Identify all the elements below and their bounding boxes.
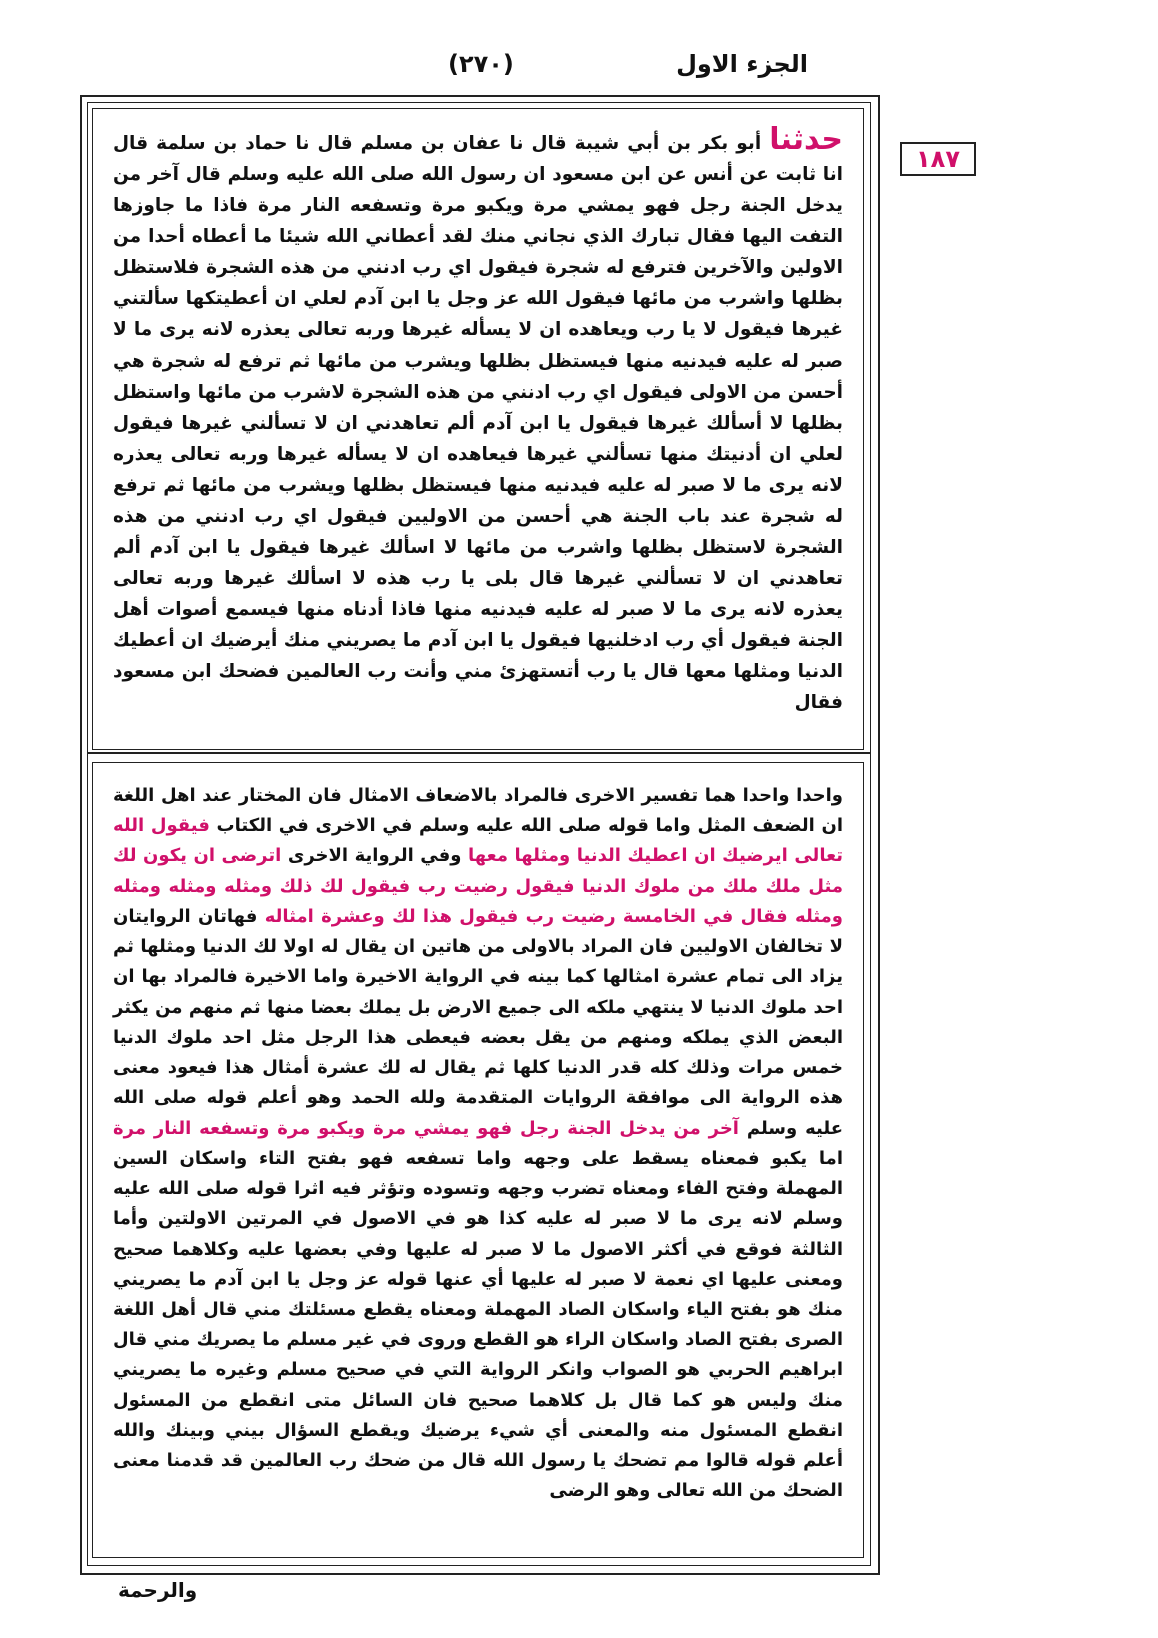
highlighted-quote: اترضى ان يكون لك مثل ملك ملك من ملوك الدنيا فيقول رضيت رب فيقول لك ذلك ومثله ومثله ومثله ومثله فقال في الخامسة رضيت رب فيقول هذا لك وعشرة امثاله: [113, 845, 843, 927]
hadith-body: أبو بكر بن أبي شيبة قال نا عفان بن مسلم قال نا حماد بن سلمة قال انا ثابت عن أنس عن ابن مسعود ان رسول الله صلى الله عليه وسلم قال آخر من يدخل الجنة رجل فهو يمشي مرة ويكبو مرة وتسفعه النار مرة فاذا ما جاوزها التفت اليها فقال تبارك الذي نجاني منك لقد أعطاني الله شيئا ما أعطاه أحدا من الاولين والآخرين فترفع له شجرة فيقول اي رب ادنني من هذه الشجرة فلاستظل بظلها واشرب من مائها فيقول الله عز وجل يا ابن آدم لعلي ان أعطيتكها سألتني غيرها فيقول لا يا رب ويعاهده ان لا يسأله غيرها وربه تعالى يعذره لانه يرى ما لا صبر له عليه فيدنيه منها فيستظل بظلها ويشرب من مائها ثم ترفع له شجرة هي أحسن من الاولى فيقول اي رب ادنني من هذه الشجرة لاشرب من مائها واستظل بظلها لا أسألك غيرها فيقول يا ابن آدم ألم تعاهدني ان لا تسألني غيرها فيقول لعلي ان أدنيتك منها تسألني غيرها فيعاهده ان لا يسأله غيرها وربه تعالى يعذره لانه يرى ما لا صبر له عليه فيدنيه منها فيستظل بظلها ويشرب من مائها ثم ترفع له شجرة عند باب الجنة هي أحسن من الاوليين فيقول اي رب ادنني من هذه الشجرة لاستظل بظلها واشرب من مائها لا اسألك غيرها فيقول يا ابن آدم ألم تعاهدني ان لا تسألني غيرها قال بلى يا رب هذه لا اسألك غيرها وربه تعالى يعذره لانه يرى ما لا صبر له عليه فيدنيه منها فاذا أدناه منها فيسمع أصوات أهل الجنة فيقول أي رب ادخلنيها فيقول يا ابن آدم ما يصريني منك أيرضيك ان أعطيك الدنيا ومثلها معها قال يا رب أتستهزئ مني وأنت رب العالمين فضحك ابن مسعود فقال: [113, 133, 843, 714]
hadith-text: [113, 124, 843, 718]
highlighted-quote: فيقول الله تعالى ايرضيك ان اعطيك الدنيا ومثلها معها: [113, 815, 843, 867]
highlighted-quote: آخر من يدخل الجنة رجل فهو يمشي مرة ويكبو مرة وتسفعه النار مرة: [113, 1117, 739, 1139]
narration-word: حدثنا: [769, 122, 843, 157]
commentary-segment: وفي الرواية الاخرى: [281, 845, 469, 867]
section-divider: [87, 752, 871, 754]
hadith-box: [92, 108, 864, 750]
commentary-segment: واحدا واحدا هما تفسير الاخرى فالمراد بالاضعاف الامثال فان المختار عند اهل اللغة ان الضعف المثل واما قوله صلى الله عليه وسلم في الاخرى في الكتاب: [113, 785, 843, 837]
commentary-text: [113, 781, 843, 1507]
commentary-segment: فهاتان الروايتان لا تخالفان الاوليين فان المراد بالاولى من هاتين ان يقال له اولا لك الدنيا ومثلها ثم يزاد الى تمام عشرة امثالها كما بينه في الرواية الاخيرة واما الاخيرة فالمراد بها ان احد ملوك الدنيا لا ينتهي ملكه الى جميع الارض بل يملك بعضا منها ثم منهم من يكثر البعض الذي يملكه ومنهم من يقل بعضه فيعطى هذا الرجل مثل احد ملوك الدنيا خمس مرات وذلك كله قدر الدنيا كلها ثم يقال له لك عشرة أمثال هذا فيعود معنى هذه الرواية الى موافقة الروايات المتقدمة ولله الحمد وهو أعلم قوله صلى الله عليه وسلم: [113, 905, 843, 1139]
volume-label: الجزء الاول: [676, 50, 808, 78]
hadith-number-badge: ١٨٧: [900, 142, 976, 176]
page-number: (٢٧٠): [448, 50, 514, 78]
commentary-segment: اما يكبو فمعناه يسقط على وجهه واما تسفعه فهو بفتح التاء واسكان السين المهملة وفتح الفاء ومعناه تضرب وجهه وتسوده وتؤثر فيه اثرا قوله صلى الله عليه وسلم لانه يرى ما لا صبر له عليه كذا هو في الاصول في المرتين الاولتين وأما الثالثة فوقع في أكثر الاصول ما لا صبر له عليها وفي بعضها عليه وكلاهما صحيح ومعنى عليها اي نعمة لا صبر له عليها أي عنها قوله عز وجل يا ابن آدم ما يصريني منك هو بفتح الياء واسكان الصاد المهملة ومعناه يقطع مسئلتك مني قال أهل اللغة الصرى بفتح الصاد واسكان الراء هو القطع وروى في غير مسلم ما يصريك مني قال ابراهيم الحربي هو الصواب وانكر الرواية التي في صحيح مسلم وغيره ما يصريني منك وليس هو كما قال بل كلاهما صحيح فان السائل متى انقطع من المسئول انقطع المسئول منه والمعنى أي شيء يرضيك ويقطع السؤال بيني وبينك والله أعلم قوله قالوا مم تضحك يا رسول الله قال من ضحك رب العالمين قد قدمنا معنى الضحك من الله تعالى وهو الرضى: [113, 1147, 843, 1502]
catchword: والرحمة: [118, 1578, 198, 1602]
commentary-box: [92, 762, 864, 1558]
